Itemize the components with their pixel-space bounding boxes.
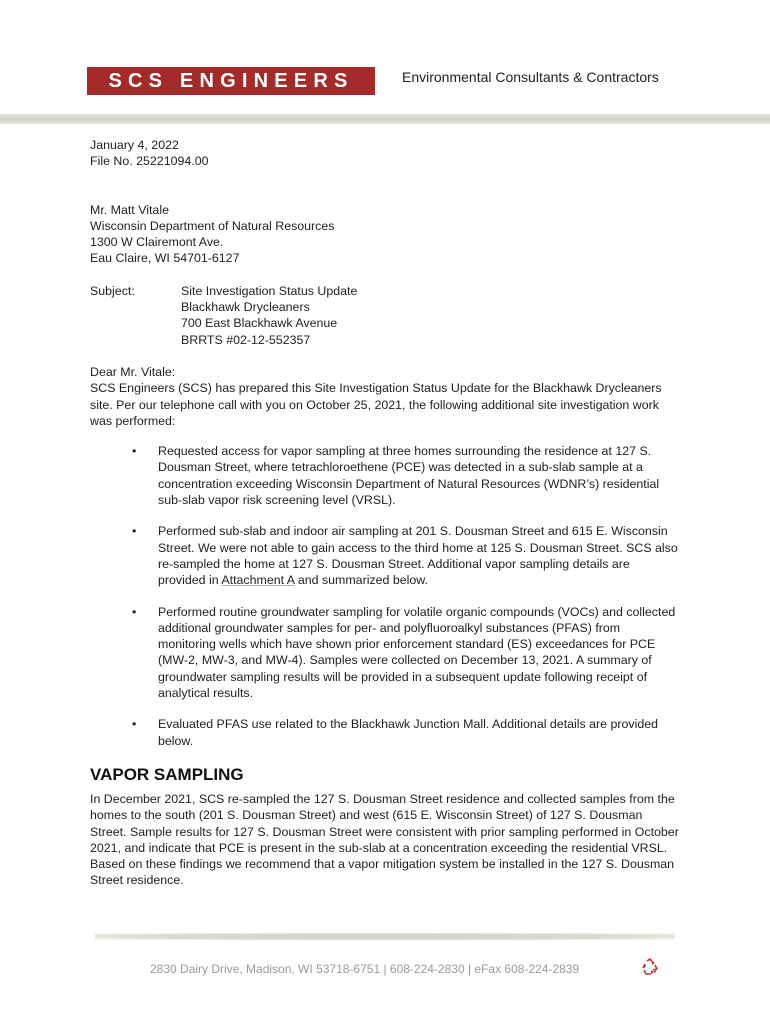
recipient-name: Mr. Matt Vitale bbox=[90, 202, 169, 217]
recipient-city: Eau Claire, WI 54701-6127 bbox=[90, 251, 240, 266]
bullet-icon: • bbox=[132, 717, 137, 732]
subject-block bbox=[90, 283, 680, 348]
header-divider bbox=[0, 114, 770, 124]
work-performed-list bbox=[90, 443, 680, 749]
attachment-a-link[interactable]: Attachment A bbox=[221, 573, 295, 588]
bullet-icon: • bbox=[132, 524, 137, 539]
letter-body bbox=[90, 137, 680, 889]
list-item bbox=[90, 716, 680, 749]
recipient-address bbox=[90, 202, 680, 267]
file-number: File No. 25221094.00 bbox=[90, 154, 209, 169]
recipient-street: 1300 W Clairemont Ave. bbox=[90, 235, 224, 250]
intro-paragraph: SCS Engineers (SCS) has prepared this Site Investigation Status Update for the Blackhawk Drycleaners site. Per our telephone call with you on October 25, 2021, the following additional site investigation work was performed: bbox=[90, 381, 662, 428]
recipient-organization: Wisconsin Department of Natural Resources bbox=[90, 218, 335, 233]
list-item bbox=[90, 443, 680, 508]
list-item bbox=[90, 604, 680, 702]
list-item-text: Performed routine groundwater sampling for volatile organic compounds (VOCs) and collected additional groundwater samples for per- and polyfluoroalkyl substances (PFAS) from monitoring wells which have shown prior enforcement standard (ES) exceedances for PCE (MW-2, MW-3, and MW-4). Samples were collected on December 13, 2021. A summary of groundwater sampling results will be provided in a subsequent update following receipt of analytical results. bbox=[158, 604, 676, 701]
subject-line: BRRTS #02-12-552357 bbox=[181, 332, 311, 347]
footer-address: 2830 Dairy Drive, Madison, WI 53718-6751 | 608-224-2830 | eFax 608-224-2839 bbox=[150, 962, 580, 976]
date-block bbox=[90, 137, 680, 170]
list-item bbox=[90, 523, 680, 588]
list-item-text: Performed sub-slab and indoor air sampling at 201 S. Dousman Street and 615 E. Wisconsin Street. We were not able to gain access to the third home at 125 S. Dousman Street. SCS also re-sampled the home at 127 S. Dousman Street. Additional vapor sampling details are provided in bbox=[158, 524, 678, 588]
company-name: SCS ENGINEERS bbox=[108, 70, 354, 92]
salutation: Dear Mr. Vitale: bbox=[90, 364, 176, 379]
recycle-icon bbox=[640, 957, 660, 977]
list-item-text: and summarized below. bbox=[294, 573, 429, 588]
list-item-text: Evaluated PFAS use related to the Blackhawk Junction Mall. Additional details are provided below. bbox=[158, 717, 659, 748]
subject-line: Blackhawk Drycleaners bbox=[181, 300, 310, 315]
section-heading: VAPOR SAMPLING bbox=[90, 764, 244, 784]
footer-divider bbox=[95, 933, 675, 940]
subject-label: Subject: bbox=[90, 283, 135, 298]
subject-lines bbox=[181, 283, 357, 348]
subject-line: 700 East Blackhawk Avenue bbox=[181, 316, 338, 331]
letter-date: January 4, 2022 bbox=[90, 138, 179, 152]
section-paragraph: In December 2021, SCS re-sampled the 127 S. Dousman Street residence and collected samples from the homes to the south (201 S. Dousman Street) and west (615 E. Wisconsin Street) of 127 S. Dousman Street. Sample results for 127 S. Dousman Street were consistent with prior sampling performed in October 2021, and indicate that PCE is present in the sub-slab at a concentration exceeding the residential VRSL. Based on these findings we recommend that a vapor mitigation system be installed in the 127 S. Dousman Street residence. bbox=[90, 791, 679, 888]
bullet-icon: • bbox=[132, 604, 137, 619]
subject-line: Site Investigation Status Update bbox=[181, 283, 358, 298]
company-tagline: Environmental Consultants & Contractors bbox=[402, 69, 659, 85]
bullet-icon: • bbox=[132, 444, 137, 459]
list-item-text: Requested access for vapor sampling at three homes surrounding the residence at 127 S. Dousman Street, where tetrachloroethene (PCE) was detected in a sub-slab sample at a concentration exceeding Wisconsin Department of Natural Resources (WDNR’s) residential sub-slab vapor risk screening level (VRSL). bbox=[158, 444, 660, 508]
company-logo bbox=[87, 67, 375, 95]
